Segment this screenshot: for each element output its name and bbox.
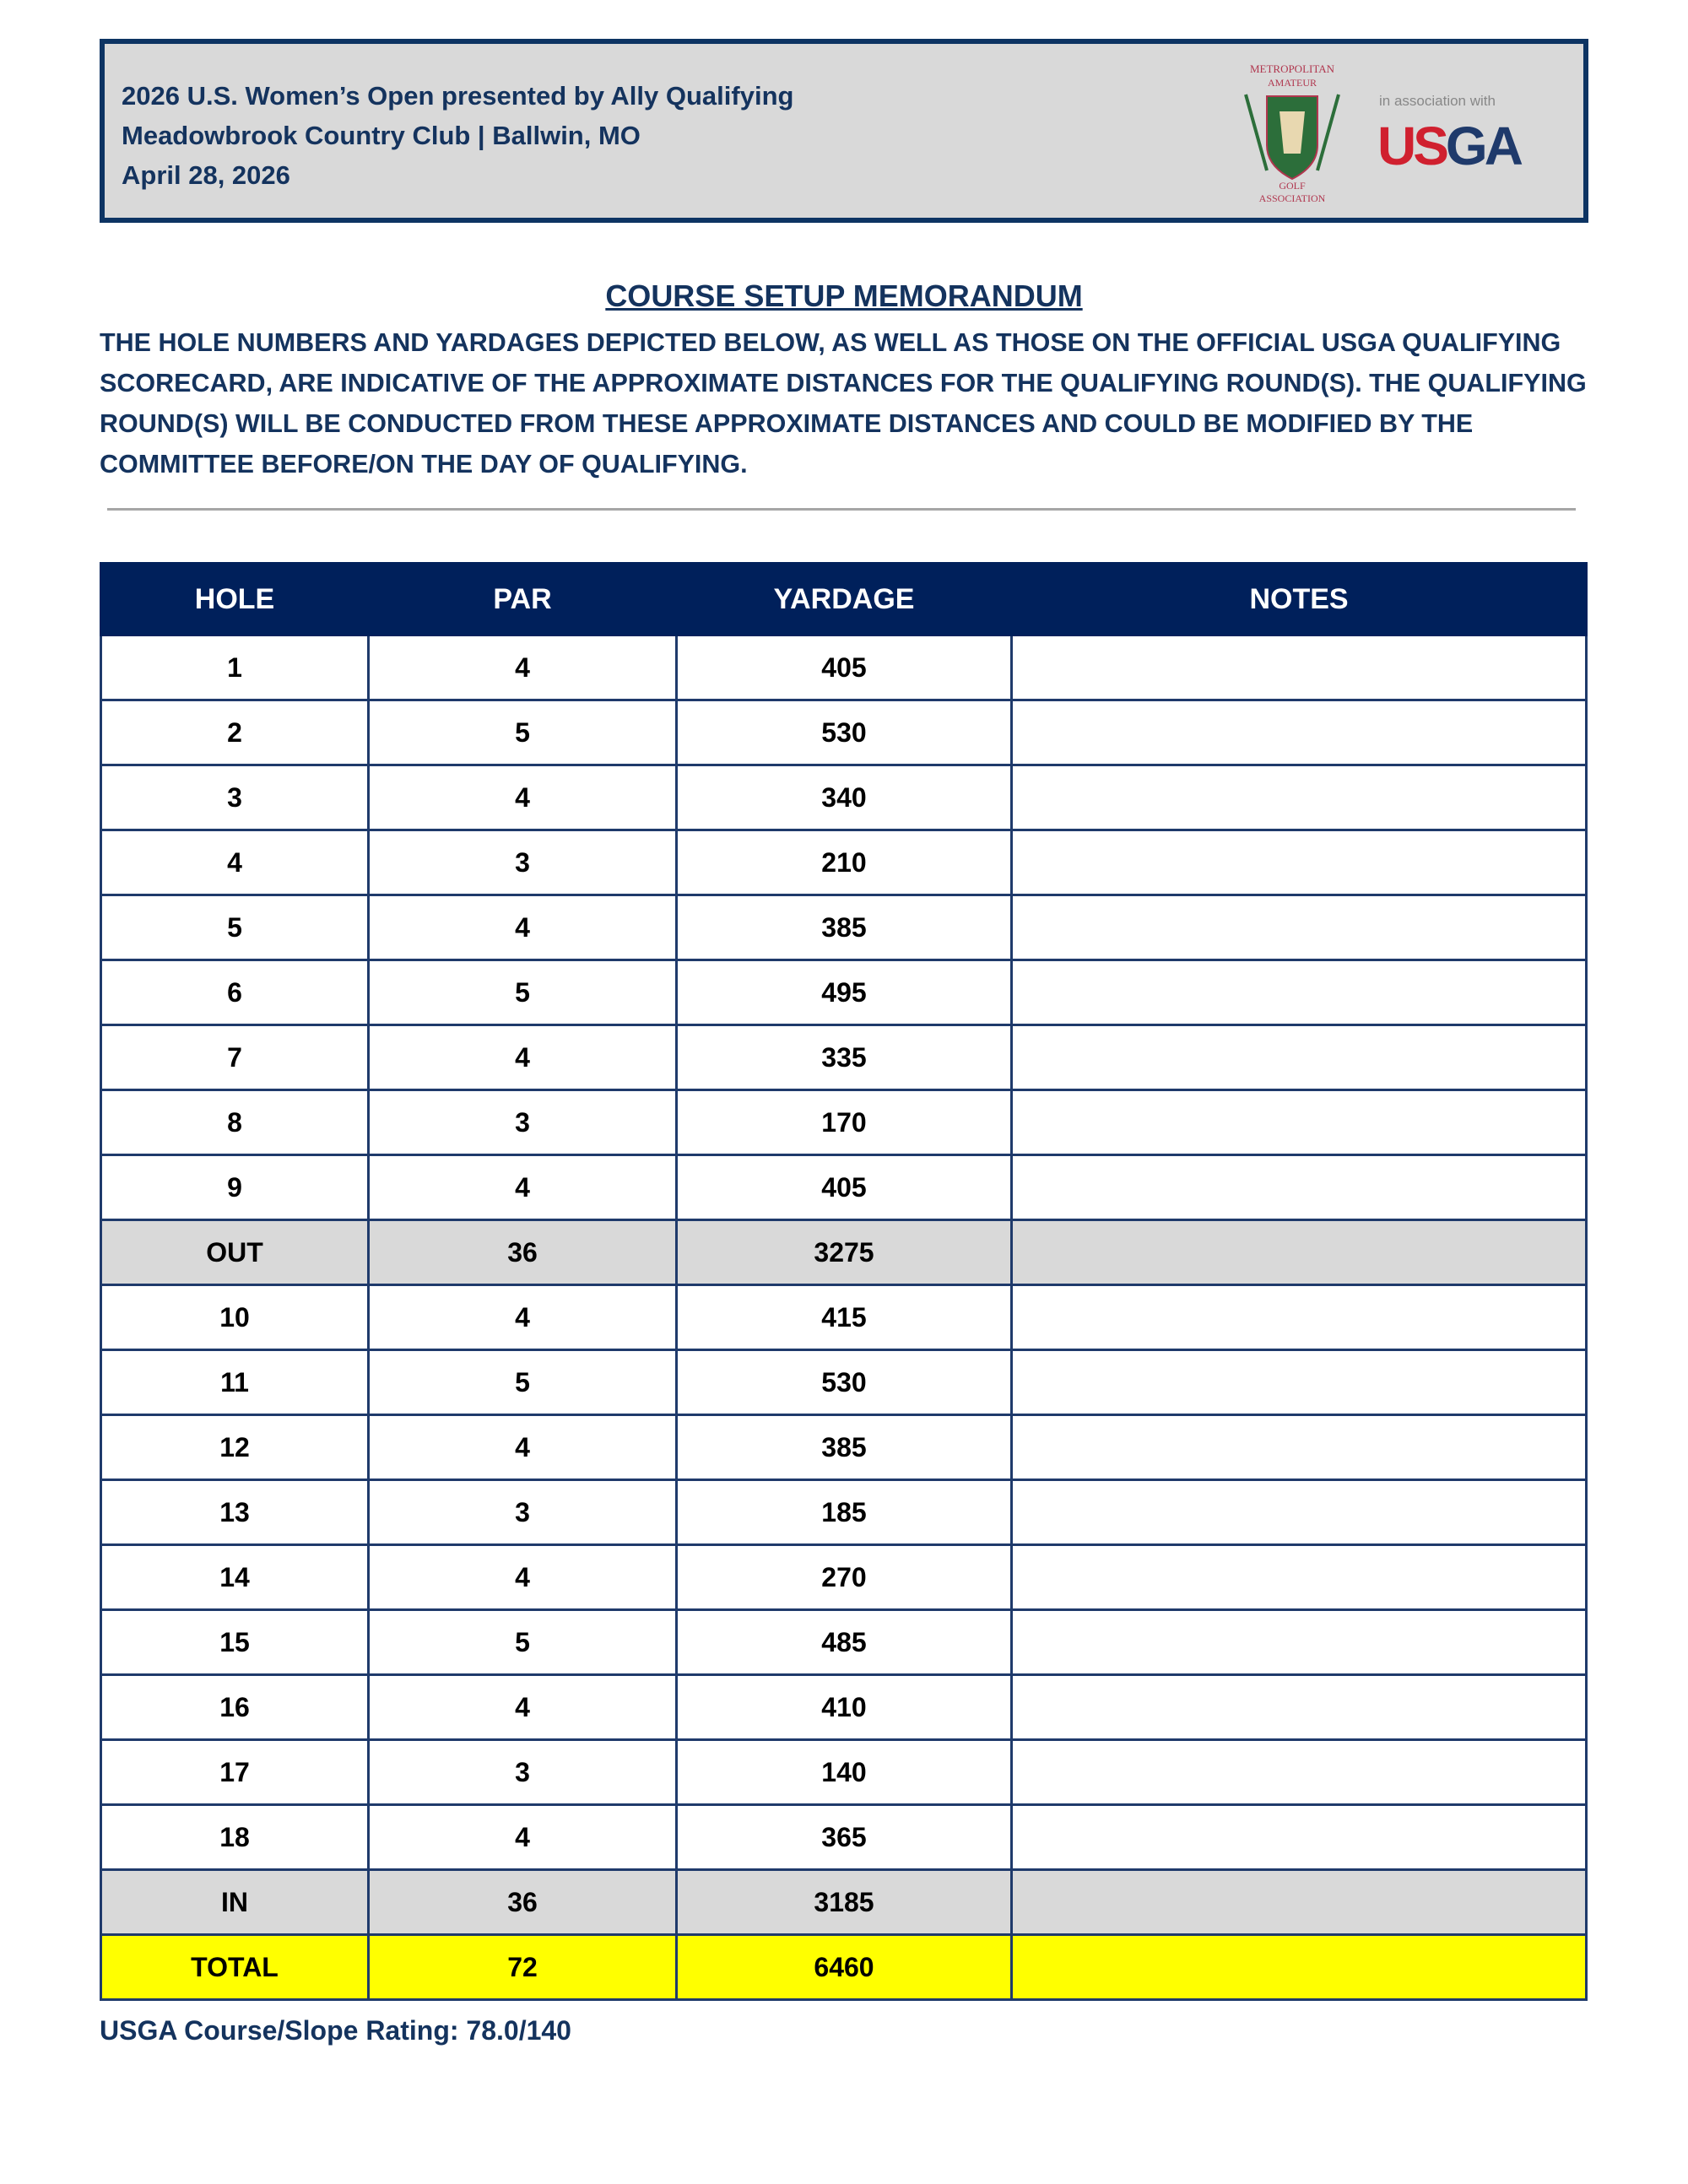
cell-yardage: 530 (677, 700, 1012, 765)
cell-yardage: 415 (677, 1285, 1012, 1350)
cell-par: 4 (369, 1415, 677, 1480)
table-row (101, 700, 1587, 765)
cell-par: 4 (369, 765, 677, 830)
table-row (101, 1480, 1587, 1545)
cell-hole: 2 (101, 700, 369, 765)
cell-yardage: 385 (677, 1415, 1012, 1480)
cell-hole: 14 (101, 1545, 369, 1610)
table-row (101, 1350, 1587, 1415)
cell-yardage: 3275 (677, 1220, 1012, 1285)
header-banner (100, 39, 1588, 223)
table-row (101, 960, 1587, 1025)
table-row (101, 1740, 1587, 1805)
table-row (101, 1675, 1587, 1740)
cell-par: 3 (369, 1480, 677, 1545)
cell-yardage: 170 (677, 1090, 1012, 1155)
cell-yardage: 405 (677, 635, 1012, 700)
cell-par: 4 (369, 1285, 677, 1350)
cell-notes (1012, 700, 1587, 765)
cell-hole: 6 (101, 960, 369, 1025)
cell-yardage: 340 (677, 765, 1012, 830)
cell-hole: 15 (101, 1610, 369, 1675)
cell-yardage: 140 (677, 1740, 1012, 1805)
cell-par: 36 (369, 1220, 677, 1285)
cell-par: 72 (369, 1935, 677, 2000)
svg-text:ASSOCIATION: ASSOCIATION (1258, 192, 1326, 204)
association-text: in association with (1379, 93, 1496, 109)
table-row (101, 1090, 1587, 1155)
cell-yardage: 385 (677, 895, 1012, 960)
cell-par: 4 (369, 1155, 677, 1220)
cell-hole: TOTAL (101, 1935, 369, 2000)
table-row (101, 635, 1587, 700)
cell-notes (1012, 1870, 1587, 1935)
col-yardage: YARDAGE (677, 564, 1012, 635)
mga-logo (1229, 61, 1355, 204)
cell-notes (1012, 1155, 1587, 1220)
subtotal-row (101, 1870, 1587, 1935)
cell-yardage: 410 (677, 1675, 1012, 1740)
cell-hole: 4 (101, 830, 369, 895)
cell-notes (1012, 1415, 1587, 1480)
cell-notes (1012, 1610, 1587, 1675)
table-row (101, 1415, 1587, 1480)
memo-title: COURSE SETUP MEMORANDUM (605, 278, 1083, 313)
cell-notes (1012, 1350, 1587, 1415)
memo-body: THE HOLE NUMBERS AND YARDAGES DEPICTED BELOW, AS WELL AS THOSE ON THE OFFICIAL USGA QUALIFYING SCORECARD, ARE INDICATIVE OF THE APPROXIMATE DISTANCES FOR THE QUALIFYING ROUND(S). THE QUALIFYING ROUND(S) WILL BE CONDUCTED FROM THESE APPROXIMATE DISTANCES AND COULD BE MODIFIED BY THE COMMITTEE BEFORE/ON THE DAY OF QUALIFYING. (100, 328, 1587, 478)
event-title: 2026 U.S. Women’s Open presented by Ally Qualifying (122, 81, 794, 111)
table-row (101, 1805, 1587, 1870)
cell-yardage: 405 (677, 1155, 1012, 1220)
course-rating: USGA Course/Slope Rating: 78.0/140 (100, 2015, 571, 2046)
table-row (101, 1285, 1587, 1350)
col-notes: NOTES (1012, 564, 1587, 635)
col-hole: HOLE (101, 564, 369, 635)
cell-notes (1012, 1935, 1587, 2000)
cell-yardage: 530 (677, 1350, 1012, 1415)
subtotal-row (101, 1220, 1587, 1285)
cell-notes (1012, 960, 1587, 1025)
cell-hole: 12 (101, 1415, 369, 1480)
cell-par: 4 (369, 1805, 677, 1870)
cell-hole: 5 (101, 895, 369, 960)
cell-yardage: 6460 (677, 1935, 1012, 2000)
cell-notes (1012, 1090, 1587, 1155)
cell-hole: 11 (101, 1350, 369, 1415)
cell-par: 4 (369, 1545, 677, 1610)
table-row (101, 1610, 1587, 1675)
cell-yardage: 365 (677, 1805, 1012, 1870)
cell-notes (1012, 1740, 1587, 1805)
cell-par: 3 (369, 1740, 677, 1805)
cell-yardage: 270 (677, 1545, 1012, 1610)
cell-par: 5 (369, 960, 677, 1025)
cell-notes (1012, 1545, 1587, 1610)
table-row (101, 1025, 1587, 1090)
cell-notes (1012, 635, 1587, 700)
cell-notes (1012, 1220, 1587, 1285)
divider (107, 508, 1576, 511)
cell-hole: 18 (101, 1805, 369, 1870)
table-row (101, 1545, 1587, 1610)
cell-par: 3 (369, 830, 677, 895)
cell-yardage: 495 (677, 960, 1012, 1025)
svg-text:AMATEUR: AMATEUR (1267, 77, 1317, 89)
cell-hole: OUT (101, 1220, 369, 1285)
cell-notes (1012, 1025, 1587, 1090)
cell-yardage: 3185 (677, 1870, 1012, 1935)
table-row (101, 765, 1587, 830)
cell-par: 3 (369, 1090, 677, 1155)
svg-text:METROPOLITAN: METROPOLITAN (1249, 62, 1335, 75)
cell-yardage: 210 (677, 830, 1012, 895)
cell-par: 4 (369, 635, 677, 700)
table-row (101, 830, 1587, 895)
cell-hole: 13 (101, 1480, 369, 1545)
venue: Meadowbrook Country Club | Ballwin, MO (122, 121, 641, 150)
cell-hole: 9 (101, 1155, 369, 1220)
cell-hole: IN (101, 1870, 369, 1935)
table-row (101, 1155, 1587, 1220)
cell-par: 5 (369, 700, 677, 765)
cell-hole: 1 (101, 635, 369, 700)
cell-hole: 16 (101, 1675, 369, 1740)
cell-par: 4 (369, 1025, 677, 1090)
cell-par: 4 (369, 1675, 677, 1740)
table-header-row (101, 564, 1587, 635)
cell-notes (1012, 765, 1587, 830)
scorecard-table (100, 562, 1588, 2001)
cell-yardage: 335 (677, 1025, 1012, 1090)
col-par: PAR (369, 564, 677, 635)
cell-hole: 8 (101, 1090, 369, 1155)
total-row (101, 1935, 1587, 2000)
cell-notes (1012, 1805, 1587, 1870)
usga-logo: USGA (1377, 116, 1520, 176)
cell-yardage: 485 (677, 1610, 1012, 1675)
table-row (101, 895, 1587, 960)
cell-notes (1012, 830, 1587, 895)
cell-par: 36 (369, 1870, 677, 1935)
event-date: April 28, 2026 (122, 160, 290, 190)
cell-par: 5 (369, 1350, 677, 1415)
cell-yardage: 185 (677, 1480, 1012, 1545)
cell-par: 4 (369, 895, 677, 960)
cell-hole: 10 (101, 1285, 369, 1350)
cell-hole: 7 (101, 1025, 369, 1090)
cell-hole: 17 (101, 1740, 369, 1805)
cell-notes (1012, 1480, 1587, 1545)
cell-par: 5 (369, 1610, 677, 1675)
cell-notes (1012, 1675, 1587, 1740)
cell-notes (1012, 895, 1587, 960)
cell-hole: 3 (101, 765, 369, 830)
cell-notes (1012, 1285, 1587, 1350)
svg-text:GOLF: GOLF (1279, 180, 1306, 192)
